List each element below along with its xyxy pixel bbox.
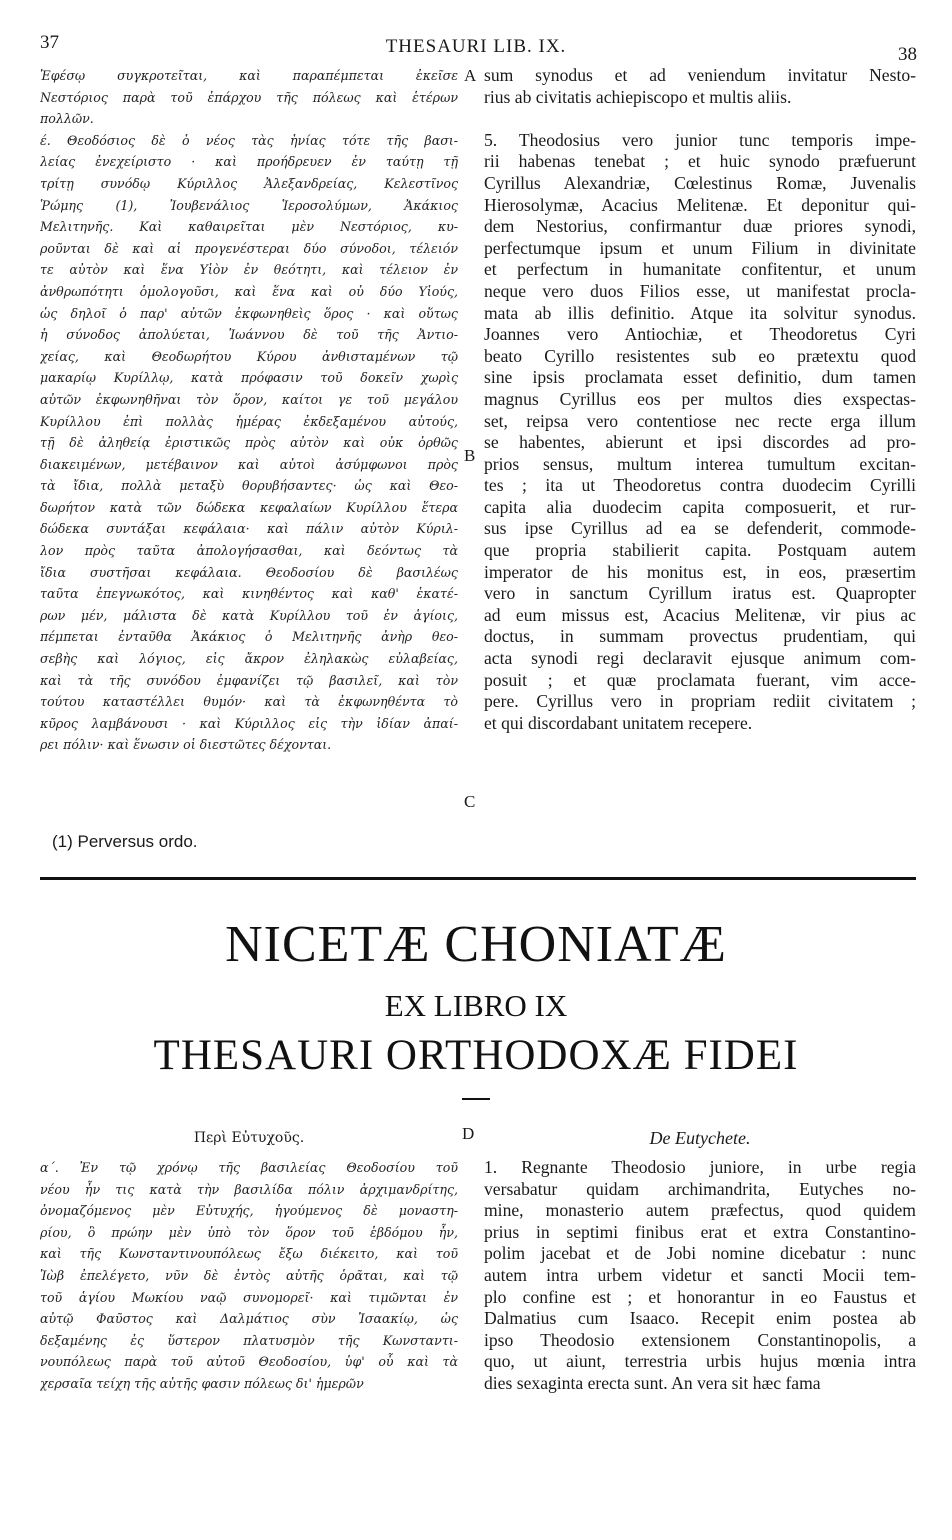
greek-text-line: ὀνομαζόμενος μὲν Εὐτυχής, ἡγούμενος δὲ μοναστη- <box>40 1203 458 1219</box>
latin-text-line: magnus Cyrillus eos per multos dies exspectas- <box>484 388 916 409</box>
greek-text-line: ρει πόλιν· καὶ ἕνωσιν οἱ διεστῶτες δέχονται. <box>40 737 332 753</box>
latin-text-line: neque vero duos Filios esse, ut manifestat procla- <box>484 280 916 301</box>
greek-text-line: νουπόλεως παρὰ τοῦ αὐτοῦ Θεοδοσίου, ὑφ' οὗ καὶ τὰ <box>40 1354 458 1370</box>
greek-text-line: ταῦτα ἐπεγνωκότος, καὶ κινηθέντος καὶ καθ' ἑκατέ- <box>40 586 458 602</box>
margin-letter-a: A <box>464 66 477 85</box>
latin-text-line: quo, ut aiunt, terrestria urbis hujus mœnia intra <box>484 1351 916 1372</box>
greek-text-line: Νεστόριος παρὰ τοῦ ἐπάρχου τῆς πόλεως καὶ ἑτέρων <box>40 89 458 105</box>
latin-text-line: posuit ; et quæ proclamata fuerant, vim acce- <box>484 669 916 690</box>
greek-text-line: μακαρίῳ Κυρίλλῳ, κατὰ πρόφασιν τοῦ δοκεῖν χωρὶς <box>40 370 458 386</box>
greek-text-line: λείας ἐνεχείριστο · καὶ προήδρευεν ἐν ταύτῃ τῇ <box>40 154 458 170</box>
latin-text-line: Dalmatius cum Isaaco. Recepit enim postea ab <box>484 1308 916 1329</box>
greek-text-line: τε αὐτὸν καὶ ἕνα Υἱὸν ἐν θεότητι, καὶ τέλειον ἐν <box>40 262 458 278</box>
greek-text-line: τοῦ ἁγίου Μωκίου ναῷ συνομορεῖ· καὶ τιμῶνται ἐν <box>40 1289 458 1305</box>
greek-text-line: τούτου καταστέλλει θυμόν· καὶ τὰ ἐκφωνηθέντα τὸ <box>40 694 458 710</box>
latin-text-line: Cyrillus Alexandriæ, Cœlestinus Romæ, Juvenalis <box>484 172 916 193</box>
title-work: THESAURI ORTHODOXÆ FIDEI <box>153 1032 799 1079</box>
latin-text-line: perfectumque ipsum et unum Filium in divinitate <box>484 237 916 258</box>
title-author: NICETÆ CHONIATÆ <box>225 916 727 973</box>
latin-column-bottom <box>484 1157 916 1395</box>
greek-text-line: τῇ δὲ ἀληθείᾳ ἐριστικῶς πρὸς αὐτὸν καὶ οὐκ ὀρθῶς <box>40 435 458 451</box>
latin-text-line <box>484 108 916 130</box>
greek-text-line: κῦρος λαμβάνουσι · καὶ Κύριλλος εἰς τὴν ἰδίαν ἀπαί- <box>40 715 458 731</box>
greek-text-line: πέμπεται ἐνταῦθα Ἀκάκιος ὁ Μελιτηνῆς ἀνὴρ θεο- <box>40 629 458 645</box>
latin-text-line: et perfectum in humanitate confitentur, et unum <box>484 259 916 280</box>
greek-text-line: αὐτῶν ἐκφωνηθῆναι τὸν ὅρον, καίτοι γε τοῦ μεγάλου <box>40 391 458 407</box>
latin-text-line: rius ab civitatis achiepiscopo et multis aliis. <box>484 86 792 107</box>
greek-text-line: λον πρὸς ταῦτα ἀπολογήσασθαι, καὶ δεόντως τὰ <box>40 543 458 559</box>
latin-text-line: prius in septimi finibus erat et extra Constantino- <box>484 1221 916 1242</box>
greek-text-line: ροῦνται δὲ καὶ αἱ προγενέστεραι δύο σύνοδοι, τέλειόν <box>40 240 458 256</box>
greek-text-line: ρίου, ὃ πρώην μὲν ὑπὸ τὸν ὅρον τοῦ ἑβδόμου ἦν, <box>40 1224 458 1240</box>
greek-text-line: ρων μέν, μάλιστα δὲ κατὰ Κυρίλλου τοῦ ἐν ἁγίοις, <box>40 607 458 623</box>
greek-text-line: καὶ τῆς Κωνσταντινουπόλεως ἔξω διέκειτο, καὶ τοῦ <box>40 1246 458 1262</box>
greek-text-line: Μελιτηνῆς. Καὶ καθαιρεῖται μὲν Νεστόριος, κυ- <box>40 219 458 235</box>
greek-text-line: ἀνθρωπότητι ὁμολογοῦσι, καὶ ἕνα καὶ οὐ δύο Υἱούς, <box>40 283 458 299</box>
margin-letter-c: C <box>464 792 476 811</box>
footnote: (1) Perversus ordo. <box>52 832 198 851</box>
latin-text-line: rii habenas tenebat ; et huic synodo præfuerunt <box>484 151 916 172</box>
page-number-right: 38 <box>898 44 917 65</box>
latin-text-line: ipso Theodosio extensionem Constantinopolis, a <box>484 1329 916 1350</box>
running-title: THESAURI LIB. IX. <box>385 36 567 57</box>
greek-text-line: νέου ἦν τις κατὰ τὴν βασιλίδα πόλιν ἀρχιμανδρίτης, <box>40 1181 458 1197</box>
title-book: EX LIBRO IX <box>384 988 568 1023</box>
latin-text-line: pere. Cyrillus vero in propriam rediit civitatem ; <box>484 691 916 712</box>
section-divider-rule <box>40 877 916 880</box>
greek-text-line: δεξαμένης ἐς ὕστερον πλατυσμὸν τῆς Κωνσταντι- <box>40 1332 458 1348</box>
latin-text-line: se habentes, abierunt et ipsi discordes ad pro- <box>484 432 916 453</box>
greek-text-line: τὰ ἴδια, πολλὰ μεταξὺ θορυβήσαντες· ὡς καὶ Θεο- <box>40 478 458 494</box>
section-heading-latin: De Eutychete. <box>649 1128 751 1148</box>
latin-text-line: 5. Theodosius vero junior tunc temporis impe- <box>484 129 916 150</box>
greek-text-line: α΄. Ἐν τῷ χρόνῳ τῆς βασιλείας Θεοδοσίου τοῦ <box>40 1160 458 1175</box>
latin-text-line: dies sexaginta erecta sunt. An vera sit hæc fama <box>484 1372 821 1393</box>
latin-text-line: Hierosolymæ, Acacius Melitenæ. Et deponitur qui- <box>484 194 916 215</box>
latin-text-line: imperator de his monitus est, in eos, præsertim <box>484 561 916 582</box>
latin-text-line: prios sensus, multum interea tumultum excitan- <box>484 453 916 474</box>
latin-text-line: sum synodus et ad veniendum invitatur Nesto- <box>484 65 916 85</box>
latin-text-line: capita alia duodecim capita composuerit, et rur- <box>484 496 916 517</box>
latin-column-top <box>484 65 916 734</box>
latin-text-line: autem intra urbem videtur et sancti Mocii tem- <box>484 1264 916 1285</box>
greek-text-line: Κυρίλλου ἐπὶ πολλὰς ἡμέρας ἐκδεξαμένου αὐτούς, <box>40 413 458 429</box>
latin-text-line: versabatur quidam archimandrita, Eutyches no- <box>484 1178 916 1199</box>
greek-text-line: πολλῶν. <box>40 111 94 127</box>
latin-text-line: set, reipsa vero contentiose nec recte erga illum <box>484 410 916 431</box>
greek-text-line: ὡς δηλοῖ ὁ παρ' αὐτῶν ἐκφωνηθεὶς ὅρος · καὶ οὕτως <box>40 305 458 321</box>
latin-text-line: ad eum missus est, Acacius Melitenæ, vir pius ac <box>484 604 916 625</box>
greek-text-line: χερσαῖα τείχη τῆς αὐτῆς φασιν πόλεως δι' ἡμερῶν <box>40 1375 364 1391</box>
latin-text-line: que propria stabilierit capita. Postquam autem <box>484 540 916 561</box>
latin-text-line: sus ipse Cyrillus ad ea se defenderit, commode- <box>484 518 916 539</box>
greek-text-line: Ῥώμης (1), Ἰουβενάλιος Ἱεροσολύμων, Ἀκάκιος <box>40 197 458 213</box>
latin-text-line: 1. Regnante Theodosio juniore, in urbe regia <box>484 1157 916 1177</box>
greek-text-line: δωρήτον κατὰ τῶν δώδεκα κεφαλαίων Κυρίλλου ἕτερα <box>40 499 458 515</box>
greek-text-line: καὶ τὰ τῆς συνόδου ἐμφανίζει τῷ βασιλεῖ, καὶ τὸν <box>40 672 458 688</box>
greek-text-line: χείας, καὶ Θεοδωρήτου Κύρου ἀνθισταμένων τῷ <box>40 348 458 364</box>
latin-text-line: beato Cyrillo resistentes sub eo prætextu quod <box>484 345 916 366</box>
latin-text-line: et qui discordabant unitatem recepere. <box>484 712 753 733</box>
latin-text-line: plo confine est ; et honorantur in eo Faustus et <box>484 1286 916 1307</box>
greek-text-line: Ἰὼβ ἐπελέγετο, νῦν δὲ ἐντὸς αὐτῆς ὁρᾶται, καὶ τῷ <box>40 1267 458 1283</box>
greek-text-line: δώδεκα συντάξαι κεφάλαια· καὶ πάλιν αὐτὸν Κύριλ- <box>40 521 458 537</box>
greek-text-line: τρίτῃ συνόδῳ Κύριλλος Ἀλεξανδρείας, Κελεστῖνος <box>40 175 458 191</box>
margin-letter-d: D <box>462 1124 475 1143</box>
latin-text-line: tes ; ita ut Theodoretus contra duodecim Cyrilli <box>484 475 916 496</box>
greek-text-line: έ. Θεοδόσιος δὲ ὁ νέος τὰς ἡνίας τότε τῆς βασι- <box>40 132 458 148</box>
page-number-left: 37 <box>40 32 59 53</box>
greek-text-line: αὐτῷ Φαῦστος καὶ Δαλμάτιος σὺν Ἰσαακίῳ, ὡς <box>40 1311 458 1327</box>
title-short-rule <box>462 1098 490 1100</box>
latin-text-line: vero in sanctum Cyrillum iratus est. Quapropter <box>484 583 916 604</box>
greek-text-line: ἴδια συστῆσαι κεφάλαια. Θεοδοσίου δὲ βασιλέως <box>40 564 458 580</box>
greek-text-line: ἡ σύνοδος ἀπολύεται, Ἰωάννου δὲ τοῦ τῆς Ἀντιο- <box>40 327 458 343</box>
latin-text-line: sine ipsis proclamata esset definitio, dum tamen <box>484 367 916 388</box>
greek-text-line: Ἐφέσῳ συγκροτεῖται, καὶ παραπέμπεται ἐκεῖσε <box>40 68 458 83</box>
latin-text-line: polim jacebat et de Jobi nomine dicebatur : nunc <box>484 1243 916 1264</box>
latin-text-line: acta synodi regi declaravit ejusque animum com- <box>484 648 916 669</box>
latin-text-line: doctus, in summam provectus prudentiam, qui <box>484 626 916 647</box>
latin-text-line: mine, monasterio autem præfectus, quod quidem <box>484 1200 916 1221</box>
greek-text-line: διακειμένων, μετέβαινον καὶ αὐτοὶ ἀσύμφωνοι πρὸς <box>40 456 458 472</box>
latin-text-line: dem Nestorius, confirmantur duæ priores synodi, <box>484 216 916 237</box>
section-heading-greek: Περὶ Εὐτυχοῦς. <box>193 1130 305 1146</box>
latin-text-line: Joannes vero Antiochiæ, et Theodoretus Cyri <box>484 324 916 345</box>
margin-letter-b: B <box>464 446 476 465</box>
greek-text-line: σεβὴς καὶ λόγιος, εἰς ἄκρον ἐληλακὼς εὐλαβείας, <box>40 651 458 667</box>
latin-text-line: mata ab illis definitio. Atque ita solvitur synodus. <box>484 302 916 323</box>
greek-column-bottom <box>40 1157 458 1395</box>
greek-column-top <box>40 65 458 756</box>
